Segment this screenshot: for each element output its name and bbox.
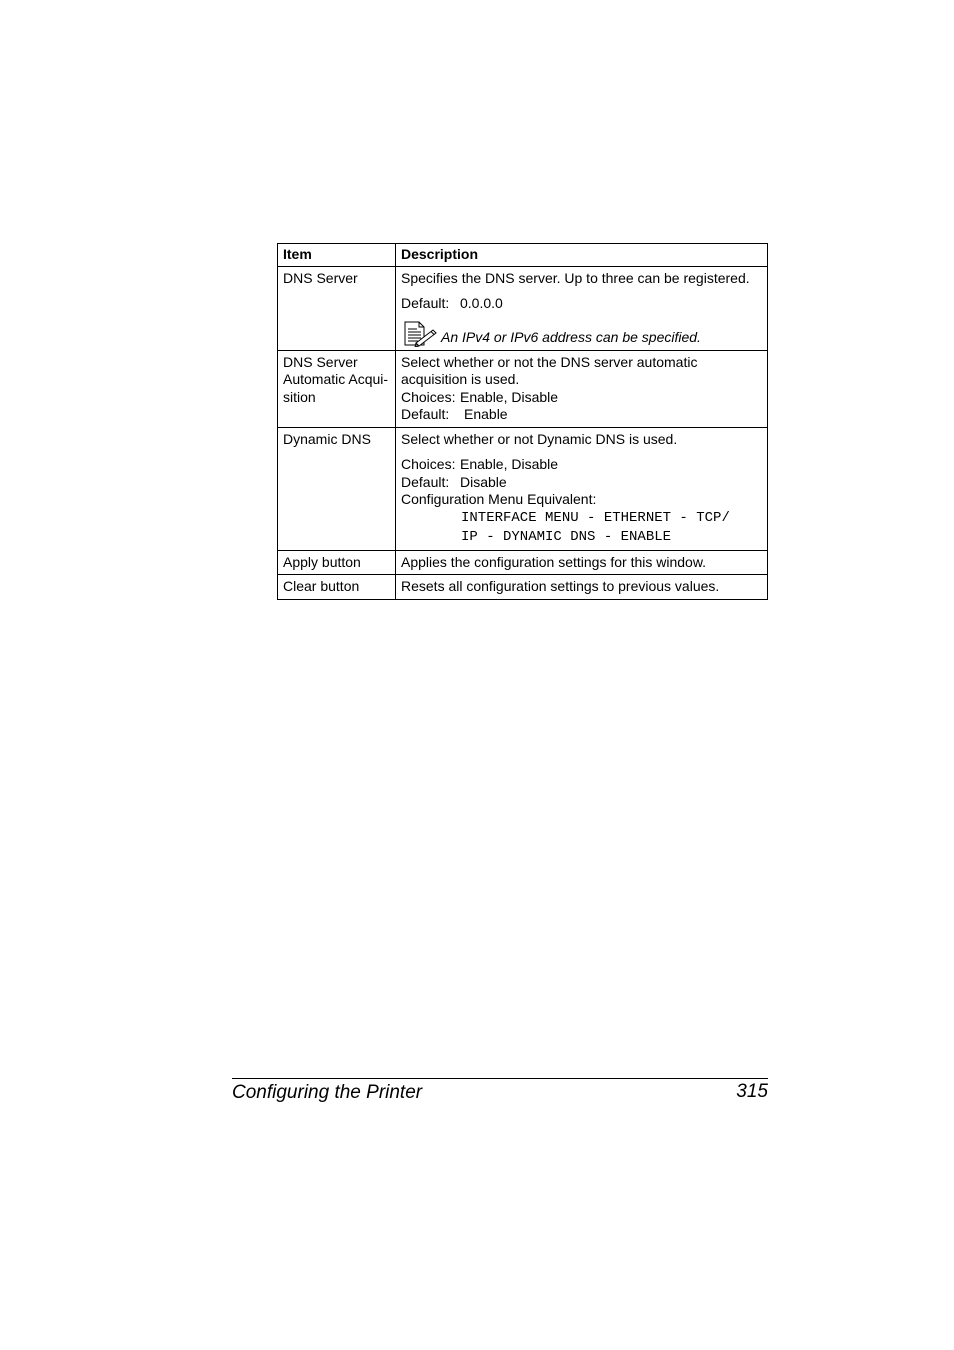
default-line xyxy=(401,406,763,424)
default-label: Default: xyxy=(401,406,450,422)
description-text: Select whether or not the DNS server automatic xyxy=(401,353,698,370)
choices-label: Choices: xyxy=(401,388,456,405)
header-item: Item xyxy=(278,244,396,267)
page-number: 315 xyxy=(736,1081,768,1102)
footer-rule xyxy=(232,1078,768,1079)
table-row xyxy=(278,266,768,350)
default-value: Enable xyxy=(464,406,508,422)
item-cell xyxy=(278,350,396,427)
choices-value: Enable, Disable xyxy=(460,388,559,405)
choices-label: Choices: xyxy=(401,456,456,472)
choices-value: Enable, Disable xyxy=(460,456,559,472)
default-label: Default: xyxy=(401,473,450,490)
item-label: Dynamic DNS xyxy=(283,430,371,447)
item-cell xyxy=(278,266,396,350)
description-text: Applies the configuration settings for this window. xyxy=(401,553,707,570)
choices-line xyxy=(401,389,763,407)
description-text: acquisition is used. xyxy=(401,371,520,387)
table-row xyxy=(278,427,768,550)
note-text: An IPv4 or IPv6 address can be specified. xyxy=(441,329,701,345)
choices-line xyxy=(401,456,763,474)
description-cell xyxy=(396,266,768,350)
item-label-line: Automatic Acqui- xyxy=(283,371,389,387)
config-label: Configuration Menu Equivalent: xyxy=(401,491,597,507)
table-header-row xyxy=(278,244,768,267)
table-row xyxy=(278,575,768,600)
note-pencil-icon xyxy=(402,321,438,347)
item-label: Apply button xyxy=(283,553,361,570)
config-path-line: INTERFACE MENU - ETHERNET - TCP/ xyxy=(461,509,730,526)
description-cell xyxy=(396,427,768,550)
config-path-line: IP - DYNAMIC DNS - ENABLE xyxy=(461,528,672,545)
note xyxy=(401,321,763,347)
description-cell xyxy=(396,550,768,575)
table-row xyxy=(278,550,768,575)
default-label: Default: xyxy=(401,295,450,311)
description-cell xyxy=(396,575,768,600)
description-text: Specifies the DNS server. Up to three can be registered. xyxy=(401,269,750,286)
footer-title: Configuring the Printer xyxy=(232,1082,423,1103)
item-cell xyxy=(278,550,396,575)
item-label: DNS Server xyxy=(283,269,358,286)
item-label: Clear button xyxy=(283,578,360,594)
item-label-line: DNS Server xyxy=(283,353,358,370)
description-cell xyxy=(396,350,768,427)
item-label-line: sition xyxy=(283,388,316,405)
description-text: Select whether or not Dynamic DNS is used. xyxy=(401,430,678,447)
default-line xyxy=(401,295,763,313)
header-description: Description xyxy=(396,244,768,267)
default-value: Disable xyxy=(460,473,507,490)
settings-table xyxy=(277,243,768,600)
default-line xyxy=(401,474,763,492)
item-cell xyxy=(278,575,396,600)
description-text: Resets all configuration settings to previous values. xyxy=(401,578,720,594)
default-value: 0.0.0.0 xyxy=(460,295,503,311)
table-row xyxy=(278,350,768,427)
item-cell xyxy=(278,427,396,550)
